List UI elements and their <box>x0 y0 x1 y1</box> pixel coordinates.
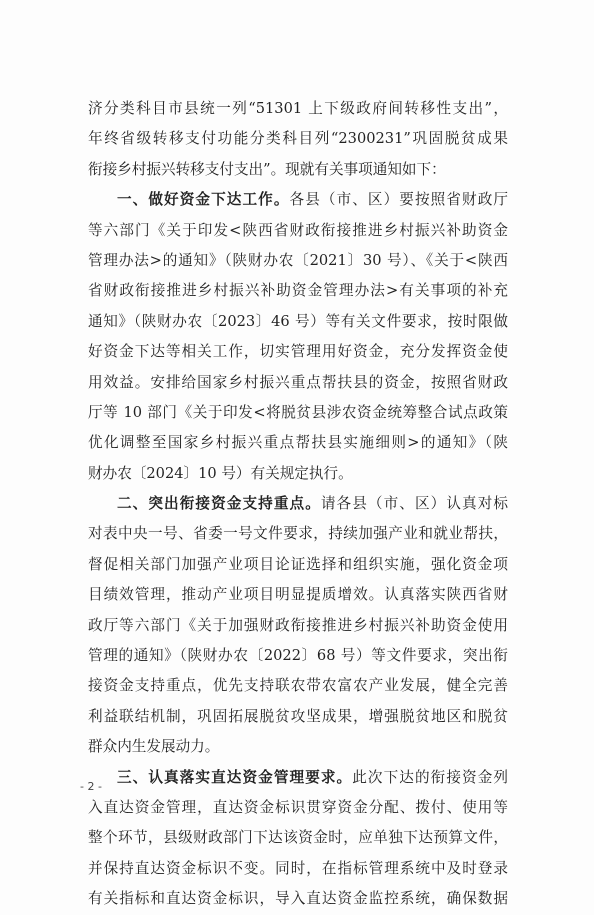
paragraph-line <box>88 793 508 823</box>
paragraph-line <box>88 307 508 337</box>
paragraph-line <box>88 854 508 884</box>
page-number: - 2 - <box>80 780 102 793</box>
paragraph-line <box>88 398 508 428</box>
paragraph-line <box>88 732 508 762</box>
paragraph-line <box>88 823 508 853</box>
line-text: 利益联结机制，巩固拓展脱贫攻坚成果，增强脱贫地区和脱贫 <box>88 707 508 725</box>
line-text: 衔接乡村振兴转移支付支出”。现就有关事项通知如下： <box>88 160 446 178</box>
line-text: 有关指标和直达资金标识，导入直达资金监控系统，确保数据 <box>88 890 508 908</box>
paragraph-line <box>88 611 508 641</box>
line-text: 省财政衔接推进乡村振兴补助资金管理办法>有关事项的补充 <box>88 282 508 300</box>
section-heading-line <box>88 489 508 519</box>
line-text: 管理的通知》（陕财办农〔2022〕68 号）等文件要求，突出衔 <box>88 647 508 665</box>
line-text: 用效益。安排给国家乡村振兴重点帮扶县的资金，按照省财政 <box>88 373 508 391</box>
paragraph-line <box>88 246 508 276</box>
paragraph-line <box>88 276 508 306</box>
paragraph-line <box>88 702 508 732</box>
line-text: 等六部门《关于印发<陕西省财政衔接推进乡村振兴补助资金 <box>88 221 508 239</box>
line-text: 群众内生发展动力。 <box>88 738 220 756</box>
line-text: 接资金支持重点，优先支持联农带农富农产业发展，健全完善 <box>88 677 508 695</box>
paragraph-line <box>88 550 508 580</box>
section-heading-line <box>88 763 508 793</box>
line-text: 请各县（市、区）认真对标 <box>320 495 508 513</box>
line-text: 并保持直达资金标识不变。同时，在指标管理系统中及时登录 <box>88 859 508 877</box>
paragraph-line <box>88 155 508 185</box>
paragraph-line <box>88 580 508 610</box>
section-heading: 三、认真落实直达资金管理要求。 <box>117 768 353 786</box>
line-text: 财办农〔2024〕10 号）有关规定执行。 <box>88 464 353 482</box>
line-text: 督促相关部门加强产业项目论证选择和组织实施，强化资金项 <box>88 555 508 573</box>
line-text: 济分类科目市县统一列“51301 上下级政府间转移性支出”， <box>88 100 508 117</box>
paragraph-line <box>88 124 508 154</box>
paragraph-line <box>88 671 508 701</box>
paragraph-line <box>88 459 508 489</box>
section-heading-line <box>88 185 508 215</box>
line-text: 此次下达的衔接资金列 <box>352 768 508 786</box>
paragraph-line <box>88 884 508 914</box>
line-text: 政厅等六部门《关于加强财政衔接推进乡村振兴补助资金使用 <box>88 616 508 634</box>
line-text: 整个环节，县级财政部门下达该资金时，应单独下达预算文件， <box>88 829 508 847</box>
section-heading: 二、突出衔接资金支持重点。 <box>117 495 321 513</box>
line-text: 对表中央一号、省委一号文件要求，持续加强产业和就业帮扶， <box>88 525 508 543</box>
section-heading: 一、做好资金下达工作。 <box>117 191 290 209</box>
paragraph-line <box>88 428 508 458</box>
line-text: 好资金下达等相关工作，切实管理用好资金，充分发挥资金使 <box>88 343 508 361</box>
paragraph-line <box>88 216 508 246</box>
line-text: 入直达资金管理，直达资金标识贯穿资金分配、拨付、使用等 <box>88 798 508 816</box>
line-text: 通知》（陕财办农〔2023〕46 号）等有关文件要求，按时限做 <box>88 312 508 330</box>
line-text: 优化调整至国家乡村振兴重点帮扶县实施细则>的通知》（陕 <box>88 434 508 452</box>
paragraph-line <box>88 368 508 398</box>
paragraph-line <box>88 641 508 671</box>
line-text: 管理办法>的通知》（陕财办农〔2021〕30 号）、《关于<陕西 <box>88 251 508 269</box>
paragraph-line <box>88 94 508 124</box>
body-text <box>88 94 508 915</box>
line-text: 各县（市、区）要按照省财政厅 <box>289 191 508 209</box>
paragraph-line <box>88 337 508 367</box>
line-text: 目绩效管理，推动产业项目明显提质增效。认真落实陕西省财 <box>88 586 508 604</box>
line-text: 厅等 10 部门《关于印发<将脱贫县涉农资金统筹整合试点政策 <box>88 403 508 421</box>
paragraph-line <box>88 519 508 549</box>
line-text: 年终省级转移支付功能分类科目列“2300231”巩固脱贫成果 <box>88 130 508 148</box>
